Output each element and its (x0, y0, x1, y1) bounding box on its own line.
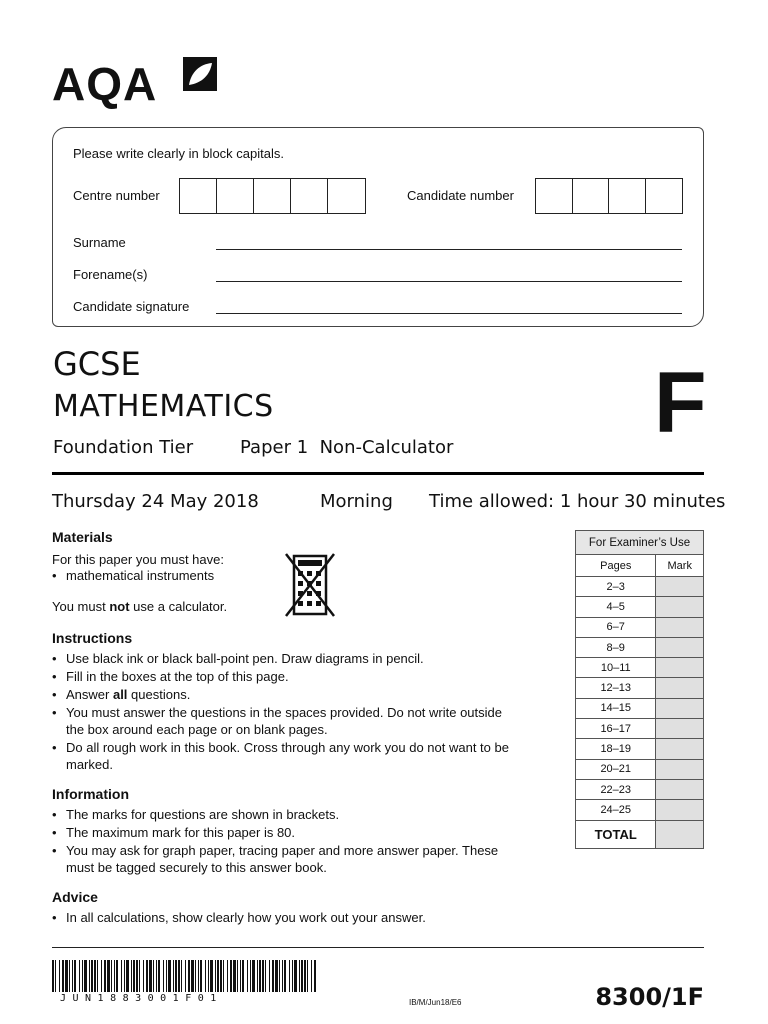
block-capitals-prompt: Please write clearly in block capitals. (73, 146, 284, 161)
total-label: TOTAL (576, 820, 656, 848)
information-heading: Information (52, 786, 129, 802)
mark-cell[interactable] (656, 597, 704, 617)
pages-cell: 20–21 (576, 759, 656, 779)
calculator-note: You must not use a calculator. (52, 599, 228, 614)
advice-heading: Advice (52, 889, 98, 905)
qualification-title: GCSE (53, 345, 141, 383)
candidate-number-label: Candidate number (407, 188, 514, 203)
pages-cell: 12–13 (576, 678, 656, 698)
mark-cell[interactable] (656, 759, 704, 779)
signature-line[interactable] (216, 313, 682, 314)
instruction-item: • Answer all questions. (52, 686, 542, 703)
pages-cell: 4–5 (576, 597, 656, 617)
centre-digit-box[interactable] (291, 179, 328, 213)
mark-cell[interactable] (656, 617, 704, 637)
mark-cell[interactable] (656, 800, 704, 820)
pages-cell: 18–19 (576, 739, 656, 759)
pages-cell: 22–23 (576, 779, 656, 799)
paper-code: 8300/1F (595, 983, 704, 1011)
mark-cell[interactable] (656, 678, 704, 698)
instruction-item: • Use black ink or black ball-point pen. Draw diagrams in pencil. (52, 650, 542, 667)
candidate-details-box (52, 127, 704, 327)
surname-label: Surname (73, 235, 126, 250)
barcode-text: JUN1883001F01 (60, 993, 223, 1004)
exam-session: Morning (320, 491, 393, 512)
pages-cell: 16–17 (576, 719, 656, 739)
information-item: • You may ask for graph paper, tracing paper and more answer paper. These must be tagged securely to this answer book. (52, 842, 522, 876)
reference-code: IB/M/Jun18/E6 (409, 998, 462, 1007)
mark-cell[interactable] (656, 719, 704, 739)
forename-line[interactable] (216, 281, 682, 282)
candidate-digit-box[interactable] (573, 179, 610, 213)
pages-cell: 2–3 (576, 577, 656, 597)
mark-column-header: Mark (656, 555, 704, 577)
materials-heading: Materials (52, 529, 113, 545)
surname-line[interactable] (216, 249, 682, 250)
materials-intro: For this paper you must have: (52, 552, 224, 567)
pages-cell: 24–25 (576, 800, 656, 820)
centre-digit-box[interactable] (180, 179, 217, 213)
information-item: • The marks for questions are shown in brackets. (52, 806, 542, 823)
instruction-item: • Fill in the boxes at the top of this page. (52, 668, 542, 685)
footer-divider (52, 947, 704, 948)
no-calculator-icon (284, 552, 336, 618)
logo-text: AQA (52, 58, 158, 110)
instructions-heading: Instructions (52, 630, 133, 646)
barcode (52, 960, 318, 992)
title-divider (52, 472, 704, 475)
time-allowed: Time allowed: 1 hour 30 minutes (429, 491, 726, 512)
candidate-digit-box[interactable] (536, 179, 573, 213)
pages-cell: 10–11 (576, 658, 656, 678)
candidate-digit-box[interactable] (646, 179, 683, 213)
total-mark-cell[interactable] (656, 820, 704, 848)
centre-number-label: Centre number (73, 188, 160, 203)
signature-label: Candidate signature (73, 299, 190, 314)
advice-item: • In all calculations, show clearly how you work out your answer. (52, 909, 542, 926)
instruction-item: • You must answer the questions in the spaces provided. Do not write outside the box around each page or on blank pages. (52, 704, 522, 738)
pages-cell: 8–9 (576, 637, 656, 657)
mark-cell[interactable] (656, 577, 704, 597)
tier-letter: F (654, 355, 707, 451)
centre-digit-box[interactable] (328, 179, 365, 213)
centre-digit-box[interactable] (254, 179, 291, 213)
forename-label: Forename(s) (73, 267, 148, 282)
instruction-item: • Do all rough work in this book. Cross through any work you do not want to be marked. (52, 739, 552, 773)
mark-cell[interactable] (656, 739, 704, 759)
mark-cell[interactable] (656, 637, 704, 657)
information-item: • The maximum mark for this paper is 80. (52, 824, 542, 841)
examiner-use-table (575, 530, 704, 849)
pages-cell: 14–15 (576, 698, 656, 718)
tier-label: Foundation Tier (53, 437, 194, 458)
mark-cell[interactable] (656, 779, 704, 799)
candidate-number-boxes[interactable] (535, 178, 683, 214)
leaf-icon (182, 56, 218, 92)
pages-cell: 6–7 (576, 617, 656, 637)
paper-label: Paper 1 Non-Calculator (240, 437, 454, 458)
centre-number-boxes[interactable] (179, 178, 366, 214)
mark-cell[interactable] (656, 658, 704, 678)
materials-item: • mathematical instruments (52, 567, 542, 584)
examiner-table-title: For Examiner’s Use (576, 531, 704, 555)
subject-title: MATHEMATICS (53, 389, 274, 424)
mark-cell[interactable] (656, 698, 704, 718)
candidate-digit-box[interactable] (609, 179, 646, 213)
centre-digit-box[interactable] (217, 179, 254, 213)
pages-column-header: Pages (576, 555, 656, 577)
exam-date: Thursday 24 May 2018 (52, 491, 259, 512)
